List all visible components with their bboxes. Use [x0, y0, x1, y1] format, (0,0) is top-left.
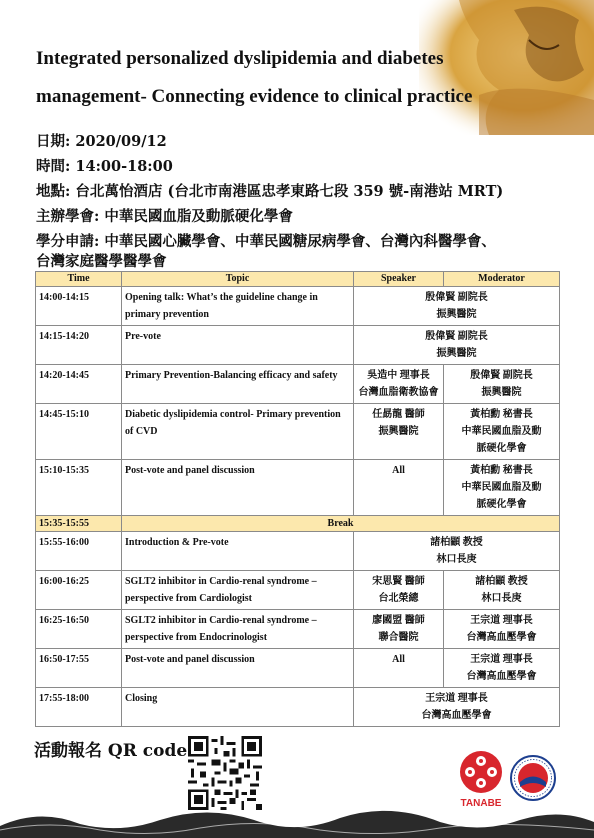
society-seal-logo — [510, 755, 556, 801]
table-row — [36, 460, 560, 516]
time-cell: 14:45-15:10 — [36, 404, 122, 460]
date-value: 2020/09/12 — [75, 133, 167, 150]
credit-value: 中華民國心臟學會、中華民國糖尿病學會、台灣內科醫學會、 — [104, 233, 496, 250]
time-cell: 16:25-16:50 — [36, 610, 122, 649]
table-header-row — [36, 272, 560, 287]
date-row — [36, 132, 566, 152]
moderator-name: 諸柏顓 教授 — [475, 576, 528, 587]
break-label: Break — [122, 516, 560, 532]
speaker-cell — [354, 460, 444, 516]
table-row — [36, 287, 560, 326]
speaker-cell — [354, 365, 444, 404]
table-row — [36, 571, 560, 610]
speaker-name: All — [392, 465, 405, 476]
time-cell: 17:55-18:00 — [36, 688, 122, 727]
topic-cell: Opening talk: What’s the guideline change in primary prevention — [122, 287, 354, 326]
speaker-name: 任勗龍 醫師 — [372, 409, 425, 420]
moderator-affiliation: 中華民國血脂及動 — [461, 482, 542, 493]
credit-row-2: 台灣家庭醫學醫學會 — [36, 253, 167, 270]
moderator-affiliation: 中華民國血脂及動 — [461, 426, 542, 437]
topic-cell: Diabetic dyslipidemia control- Primary prevention of CVD — [122, 404, 354, 460]
topic-cell: SGLT2 inhibitor in Cardio-renal syndrome – perspective from Cardiologist — [122, 571, 354, 610]
speaker-affiliation: 台北榮總 — [378, 593, 419, 604]
break-row — [36, 516, 560, 532]
speaker-moderator-cell — [354, 532, 560, 571]
person-affiliation: 振興醫院 — [436, 309, 477, 320]
moderator-name: 王宗道 理事長 — [470, 615, 533, 626]
person-name: 諸柏顓 教授 — [430, 537, 483, 548]
speaker-name: 廖國盟 醫師 — [372, 615, 425, 626]
moderator-cell — [444, 460, 560, 516]
time-cell: 15:55-16:00 — [36, 532, 122, 571]
table-row — [36, 326, 560, 365]
time-cell: 14:00-14:15 — [36, 287, 122, 326]
time-cell: 16:50-17:55 — [36, 649, 122, 688]
topic-cell: Primary Prevention-Balancing efficacy and safety — [122, 365, 354, 404]
time-value: 14:00-18:00 — [75, 158, 173, 175]
person-name: 殷偉賢 副院長 — [425, 292, 488, 303]
person-affiliation: 台灣高血壓學會 — [421, 710, 492, 721]
speaker-cell — [354, 649, 444, 688]
moderator-cell — [444, 365, 560, 404]
moderator-cell — [444, 571, 560, 610]
moderator-cell — [444, 610, 560, 649]
speaker-name: 宋思賢 醫師 — [372, 576, 425, 587]
venue-row — [36, 182, 566, 202]
moderator-affiliation: 台灣高血壓學會 — [466, 632, 537, 643]
speaker-cell — [354, 404, 444, 460]
time-cell: 14:20-14:45 — [36, 365, 122, 404]
topic-cell: SGLT2 inhibitor in Cardio-renal syndrome – perspective from Endocrinologist — [122, 610, 354, 649]
date-label: 日期: — [36, 133, 76, 150]
moderator-affiliation-2: 脈硬化學會 — [476, 499, 527, 510]
title-line-1: Integrated personalized dyslipidemia and diabetes — [36, 48, 444, 69]
speaker-affiliation: 振興醫院 — [378, 426, 419, 437]
tanabe-mark-icon — [455, 750, 507, 794]
tanabe-text: TANABE — [460, 798, 502, 809]
moderator-name: 黃柏勳 秘書長 — [470, 409, 533, 420]
host-label: 主辦學會: — [36, 208, 105, 225]
speaker-name: All — [392, 654, 405, 665]
topic-cell: Post-vote and panel discussion — [122, 649, 354, 688]
topic-cell: Closing — [122, 688, 354, 727]
speaker-affiliation: 聯合醫院 — [378, 632, 419, 643]
speaker-cell — [354, 571, 444, 610]
header-speaker: Speaker — [354, 272, 444, 287]
table-row — [36, 688, 560, 727]
header-moderator: Moderator — [444, 272, 560, 287]
moderator-affiliation: 台灣高血壓學會 — [466, 671, 537, 682]
header-time: Time — [36, 272, 122, 287]
table-row — [36, 532, 560, 571]
host-value: 中華民國血脂及動脈硬化學會 — [104, 208, 293, 225]
time-cell: 14:15-14:20 — [36, 326, 122, 365]
moderator-name: 殷偉賢 副院長 — [470, 370, 533, 381]
person-affiliation: 林口長庚 — [436, 554, 477, 565]
speaker-moderator-cell — [354, 326, 560, 365]
title-line-2: management- Connecting evidence to clinical practice — [36, 86, 473, 107]
time-cell: 16:00-16:25 — [36, 571, 122, 610]
venue-value: 台北萬怡酒店 (台北市南港區忠孝東路七段 359 號-南港站 MRT) — [75, 183, 504, 200]
person-name: 王宗道 理事長 — [425, 693, 488, 704]
speaker-name: 吳造中 理事長 — [367, 370, 430, 381]
topic-cell: Introduction & Pre-vote — [122, 532, 354, 571]
time-cell: 15:35-15:55 — [36, 516, 122, 532]
time-row — [36, 157, 566, 177]
speaker-moderator-cell — [354, 688, 560, 727]
speaker-moderator-cell — [354, 287, 560, 326]
table-row — [36, 365, 560, 404]
agenda-table — [35, 271, 560, 727]
moderator-name: 王宗道 理事長 — [470, 654, 533, 665]
table-row — [36, 649, 560, 688]
person-affiliation: 振興醫院 — [436, 348, 477, 359]
event-title — [36, 40, 506, 116]
person-name: 殷偉賢 副院長 — [425, 331, 488, 342]
moderator-cell — [444, 404, 560, 460]
time-cell: 15:10-15:35 — [36, 460, 122, 516]
moderator-affiliation: 林口長庚 — [481, 593, 522, 604]
wave-decoration — [0, 798, 594, 838]
qr-label: 活動報名 QR code — [34, 741, 188, 761]
moderator-cell — [444, 649, 560, 688]
event-info — [36, 132, 566, 272]
moderator-name: 黃柏勳 秘書長 — [470, 465, 533, 476]
table-row — [36, 404, 560, 460]
header-topic: Topic — [122, 272, 354, 287]
topic-cell: Post-vote and panel discussion — [122, 460, 354, 516]
moderator-affiliation: 振興醫院 — [481, 387, 522, 398]
topic-cell: Pre-vote — [122, 326, 354, 365]
credit-label: 學分申請: — [36, 233, 105, 250]
speaker-affiliation: 台灣血脂衛教協會 — [358, 387, 439, 398]
time-label: 時間: — [36, 158, 76, 175]
host-row — [36, 207, 566, 227]
venue-label: 地點: — [36, 183, 76, 200]
table-row — [36, 610, 560, 649]
speaker-cell — [354, 610, 444, 649]
credit-row — [36, 232, 566, 252]
moderator-affiliation-2: 脈硬化學會 — [476, 443, 527, 454]
